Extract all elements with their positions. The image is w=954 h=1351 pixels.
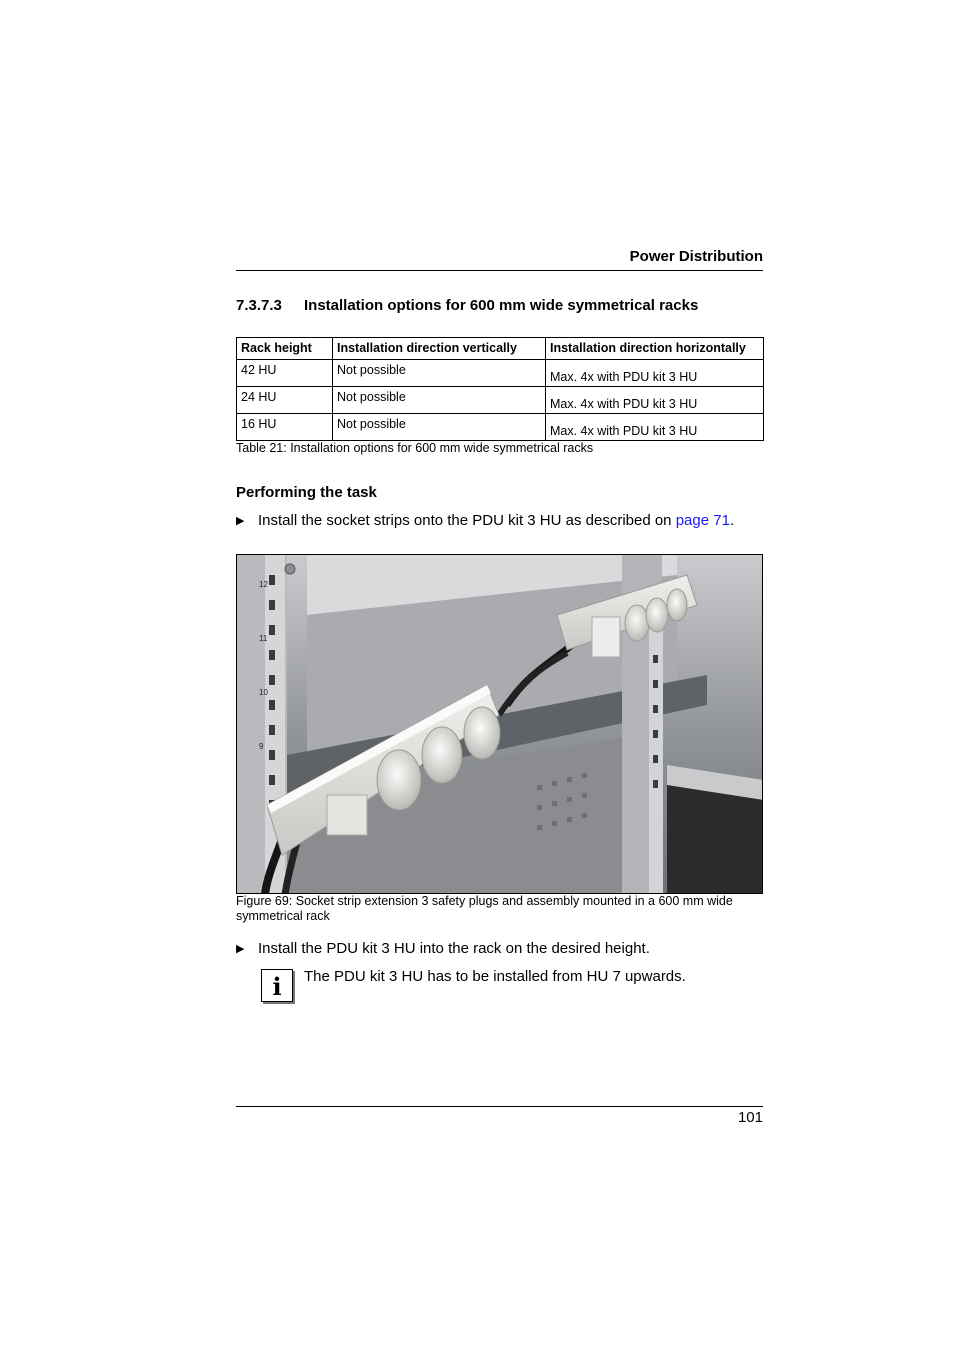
rack-photo [236,554,763,894]
info-icon: i [261,969,293,1002]
table-cell: Max. 4x with PDU kit 3 HU [546,360,764,387]
header-rule [236,270,763,271]
socket-strip-illustration [237,555,763,894]
step-text: Install the socket strips onto the PDU kit 3 HU as described on [258,512,676,529]
figure-caption-line: symmetrical rack [236,909,330,923]
table-header-cell: Installation direction vertically [333,338,546,360]
table-cell: Not possible [333,387,546,414]
page-number: 101 [737,1109,763,1126]
installation-options-table [236,337,764,441]
bullet-triangle-icon: ▶ [236,515,245,527]
rack-unit-label: 11 [259,634,268,643]
table-header-cell: Rack height [237,338,333,360]
footer-rule [236,1106,763,1107]
section-number: 7.3.7.3 [236,297,282,314]
table-cell: 24 HU [237,387,333,414]
rack-unit-label: 10 [259,688,268,697]
rack-unit-label: 12 [259,580,268,589]
table-row [237,414,764,441]
info-note: The PDU kit 3 HU has to be installed from HU 7 upwards. [304,968,686,985]
table-cell: Max. 4x with PDU kit 3 HU [546,414,764,441]
table-row [237,360,764,387]
page-link[interactable]: page 71 [675,512,730,529]
table-cell: Not possible [333,414,546,441]
section-title: Installation options for 600 mm wide symmetrical racks [304,297,699,314]
table-cell: 42 HU [237,360,333,387]
table-header-row [237,338,764,360]
step-text-end: . [729,512,735,529]
step-item [236,940,650,957]
rack-unit-label: 9 [259,742,264,751]
figure-caption [236,894,733,924]
step-item [236,512,734,529]
figure-caption-line: Figure 69: Socket strip extension 3 safety plugs and assembly mounted in a 600 mm wide [236,894,733,908]
section-heading [236,297,698,314]
table-row [237,387,764,414]
table-cell: Max. 4x with PDU kit 3 HU [546,387,764,414]
task-heading: Performing the task [236,484,377,501]
table-caption: Table 21: Installation options for 600 mm wide symmetrical racks [236,441,594,455]
bullet-triangle-icon: ▶ [236,943,245,955]
table-header-cell: Installation direction horizontally [546,338,764,360]
table-cell: 16 HU [237,414,333,441]
table-cell: Not possible [333,360,546,387]
step-text: Install the PDU kit 3 HU into the rack on the desired height. [258,940,650,957]
running-header: Power Distribution [629,248,763,265]
